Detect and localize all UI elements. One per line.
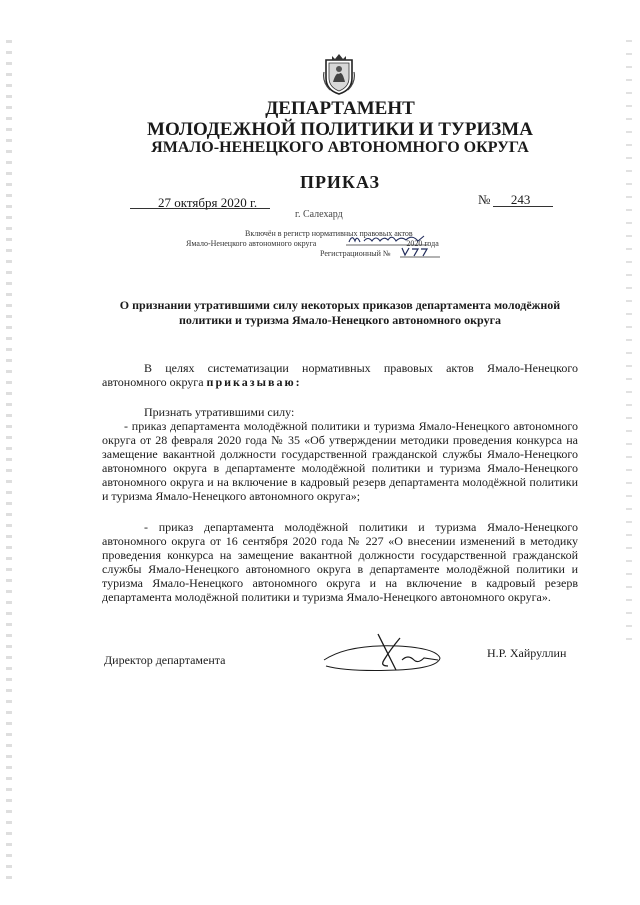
order-subject-title: О признании утратившими силу некоторых приказов департамента молодёжной политики и туризма Ямало-Ненецкого автономного округа	[119, 298, 561, 327]
scan-edge-left	[6, 40, 12, 880]
coat-of-arms-icon	[322, 52, 356, 96]
handwritten-signature	[318, 630, 446, 674]
repealed-order-item-2: - приказ департамента молодёжной политики и туризма Ямало-Ненецкого автономного округа от 16 сентября 2020 года № 227 «О внесении изменений в методику проведения конкурса на замещение вакантной должности государственной гражданской службы Ямало-Ненецкого автономного округа в департаменте молодёжной политики и туризма Ямало-Ненецкого автономного округа и на включение в кадровый резерв департамента молодёжной политики и туризма Ямало-Ненецкого автономного округа».	[102, 520, 578, 604]
document-type-heading: ПРИКАЗ	[299, 172, 381, 192]
order-verb: приказываю:	[206, 375, 302, 389]
signer-position: Директор департамента	[104, 653, 226, 667]
handwritten-registry-date	[346, 232, 428, 246]
handwritten-registry-number	[400, 246, 440, 258]
registry-region: Ямало-Ненецкого автономного округа	[186, 239, 317, 248]
scan-edge-right	[626, 40, 632, 640]
number-label: №	[478, 192, 491, 207]
signer-name: Н.Р. Хайруллин	[487, 646, 567, 660]
department-title-line-1: ДЕПАРТАМЕНТ	[265, 98, 415, 119]
date-underline	[130, 208, 270, 209]
recognize-invalid-heading: Признать утратившими силу:	[144, 405, 295, 419]
registry-stamp-line-1: Включён в регистр нормативных правовых актов	[245, 229, 413, 238]
department-title-line-2: МОЛОДЕЖНОЙ ПОЛИТИКИ И ТУРИЗМА	[147, 119, 533, 140]
preamble-text: В целях систематизации нормативных правовых актов Ямало-Ненецкого автономного округа	[102, 361, 578, 389]
department-title-line-3: ЯМАЛО-НЕНЕЦКОГО АВТОНОМНОГО ОКРУГА	[151, 139, 529, 156]
city: г. Салехард	[295, 209, 343, 220]
registry-stamp-line-3: Регистрационный №	[320, 249, 391, 258]
registry-year: 2020 года	[406, 239, 439, 248]
order-date: 27 октября 2020 г.	[158, 195, 258, 210]
preamble-paragraph	[102, 361, 578, 389]
repealed-order-item-1: - приказ департамента молодёжной политики и туризма Ямало-Ненецкого автономного округа от 28 февраля 2020 года № 35 «Об утверждении методики проведения конкурса на замещение вакантной должности государственной гражданской службы Ямало-Ненецкого автономного округа в департаменте молодёжной политики и туризма Ямало-Ненецкого автономного округа и на включение в кадровый резерв департамента молодёжной политики и туризма Ямало-Ненецкого автономного округа»;	[102, 419, 578, 503]
number-value: 243	[510, 192, 531, 207]
number-underline	[493, 206, 553, 207]
